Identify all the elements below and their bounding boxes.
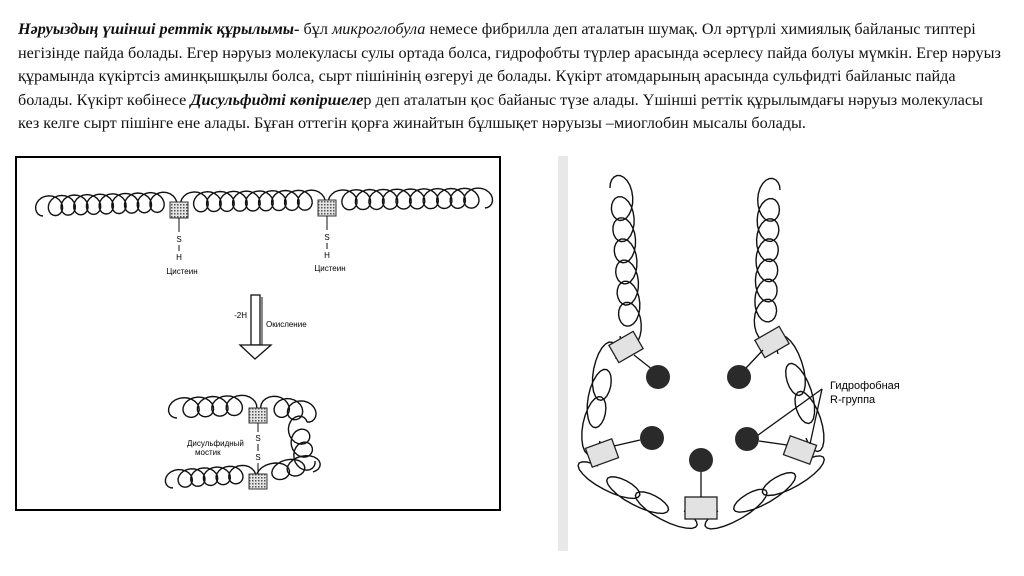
hydrophobic-core-figure bbox=[558, 156, 940, 551]
scan-shadow bbox=[558, 156, 568, 551]
title-dash: - bbox=[294, 20, 300, 38]
r-group-box bbox=[585, 439, 618, 467]
text-part-2: немесе фибрилла деп аталатын шумақ. Ол әртүрлі химиялық байланыс типтері негізінде пайда болады. Егер нәруыз молекуласы сулы ортада болса, гидрофобты түрлер арасында әсерлесу пайда болуы мүмкін. Егер нәруыз құрамында күкіртсіз аминқышқылы болса, сырт пішінінің өзгеруі де болады. Күкірт атомдарының арасында сульфидті байланыс пайда болады. Күкірт көбінесе bbox=[18, 20, 1001, 109]
disulfide-bridge-label: Дисульфидный bbox=[187, 439, 244, 448]
helix-coil bbox=[578, 462, 697, 529]
helix-coil bbox=[582, 342, 617, 455]
main-paragraph bbox=[18, 18, 1003, 136]
minus-2h-label: -2H bbox=[234, 311, 247, 320]
sulfur-label: S bbox=[255, 434, 261, 443]
microglobule-term: микроглобула bbox=[331, 20, 426, 38]
sulfur-label: S bbox=[324, 233, 330, 242]
helix-coil bbox=[610, 176, 641, 348]
hydrophobic-ball bbox=[735, 427, 759, 451]
hydrophobic-ball bbox=[727, 365, 751, 389]
text-part-1: бұл bbox=[299, 20, 332, 38]
bond-line bbox=[614, 440, 640, 446]
helix-coil bbox=[705, 456, 824, 529]
r-group-label: R-группа bbox=[830, 394, 876, 406]
hydrogen-label: H bbox=[176, 253, 182, 262]
paragraph-title: Нәруыздың үшінші реттік құрылымы bbox=[18, 20, 295, 38]
disulfide-bridge-figure bbox=[15, 156, 501, 511]
text-part-3: р деп аталатын қос байаныс түзе алады. Үшінші реттік құрылымдағы нәруыз молекуласы кез келге сырт пішінге ене алады. Бұған оттегін қорға жинайтын бұлшықет нәруызы –миоглобин мысалы болады. bbox=[18, 90, 983, 132]
r-group-box bbox=[685, 497, 717, 519]
disulfide-bridge-label: мостик bbox=[195, 448, 221, 457]
hydrophobic-ball bbox=[689, 448, 713, 472]
disulfide-bridges-term: Дисульфидті көпіршеле bbox=[190, 90, 364, 109]
r-group-box bbox=[783, 436, 816, 464]
cysteine-residue-box bbox=[249, 408, 267, 423]
bond-line bbox=[759, 441, 787, 445]
bond-line bbox=[634, 355, 653, 370]
helix-coil bbox=[754, 179, 780, 343]
cysteine-residue-box bbox=[249, 474, 267, 489]
cysteine-label: Цистеин bbox=[314, 264, 346, 273]
cysteine-residue-box bbox=[170, 202, 188, 218]
hydrophobic-label: Гидрофобная bbox=[830, 380, 900, 392]
pointer-line bbox=[754, 389, 822, 438]
hydrogen-label: H bbox=[324, 251, 330, 260]
sulfur-label: S bbox=[176, 235, 182, 244]
sulfur-label: S bbox=[255, 453, 261, 462]
hydrophobic-ball bbox=[646, 365, 670, 389]
cysteine-residue-box bbox=[318, 200, 336, 216]
oxidation-label: Окисление bbox=[266, 320, 307, 329]
hydrophobic-ball bbox=[640, 426, 664, 450]
bond-line bbox=[746, 350, 763, 368]
cysteine-label: Цистеин bbox=[166, 267, 198, 276]
